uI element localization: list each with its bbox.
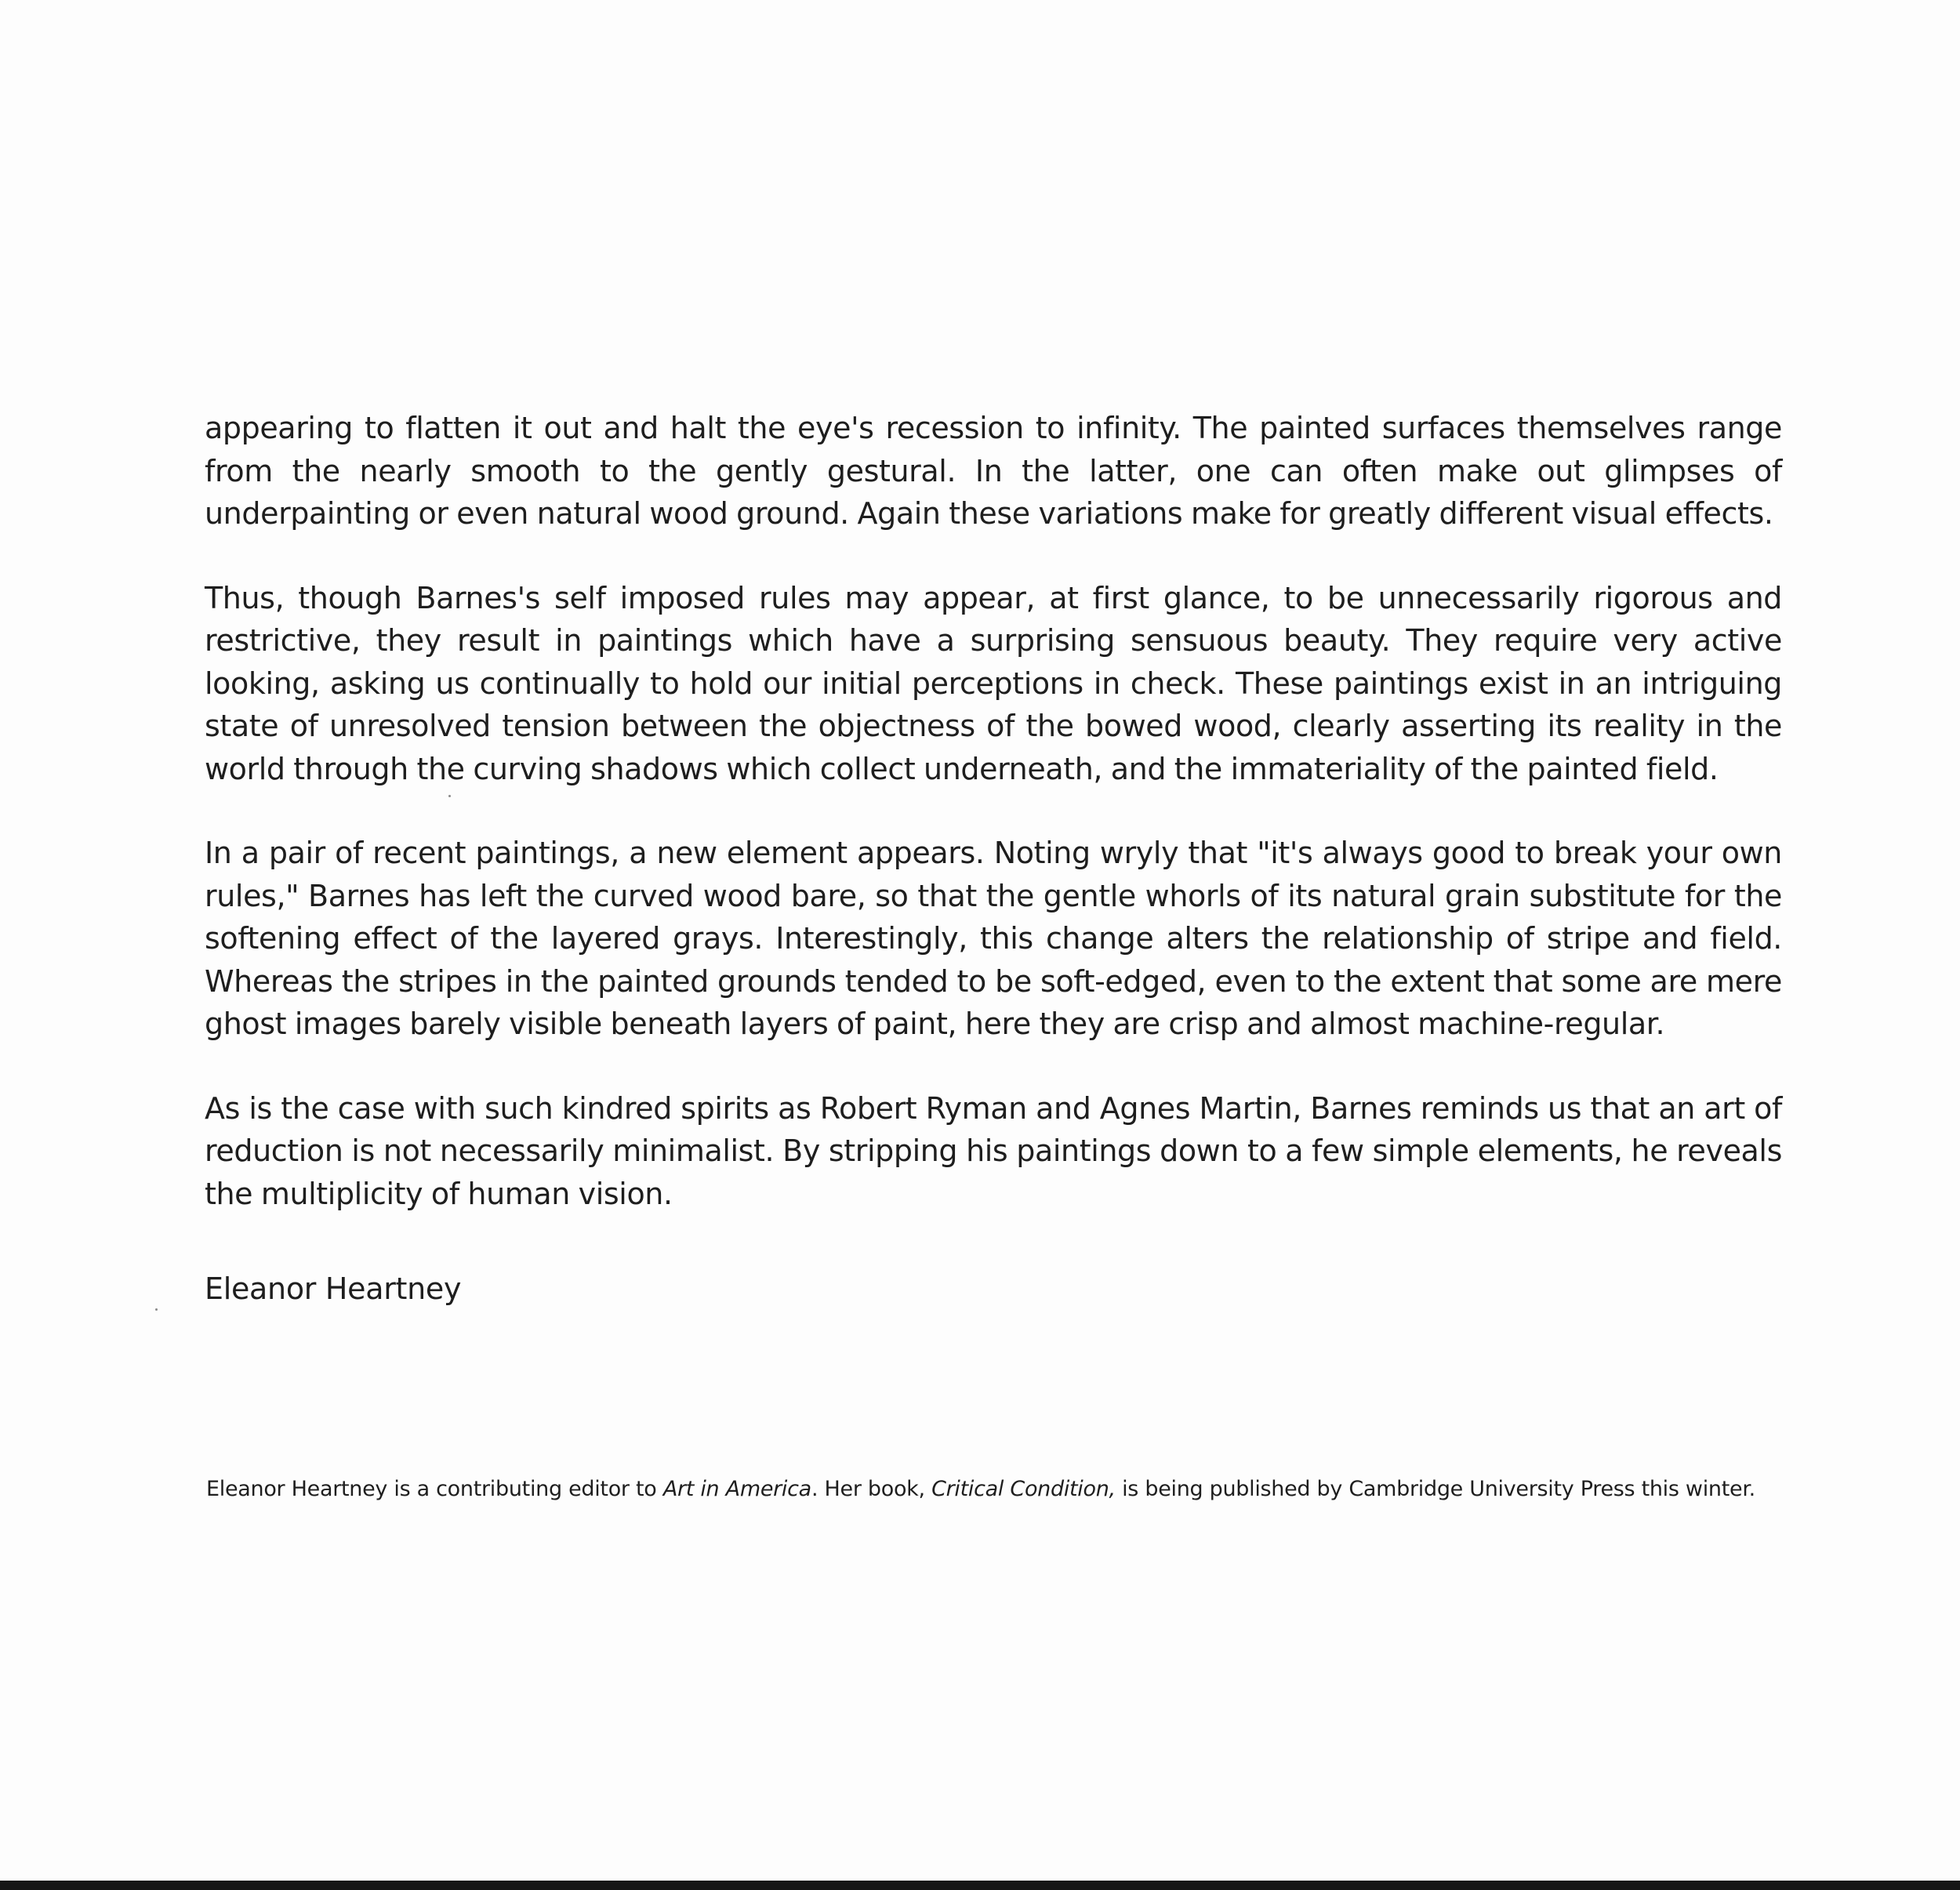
- essay-body: [205, 407, 1782, 1215]
- author-signature: Eleanor Heartney: [205, 1271, 462, 1306]
- scan-speck: [448, 795, 451, 797]
- bottom-page-edge: [0, 1881, 1960, 1890]
- essay-paragraph-4: As is the case with such kindred spirits as Robert Ryman and Agnes Martin, Barnes reminds us that an art of reduction is not necessarily minimalist. By stripping his paintings down to a few simple elements, he reveals the multiplicity of human vision.: [205, 1090, 1782, 1211]
- bio-text-part-3: is being published by Cambridge University Press this winter.: [1115, 1477, 1755, 1501]
- scan-speck: [155, 1308, 158, 1311]
- bio-text-part-2: . Her book,: [811, 1477, 932, 1501]
- essay-paragraph-2: Thus, though Barnes's self imposed rules may appear, at first glance, to be unnecessarily rigorous and restrictive, they result in paintings which have a surprising sensuous beauty. They require very active looking, asking us continually to hold our initial perceptions in check. These paintings exist in an intriguing state of unresolved tension between the objectness of the bowed wood, clearly asserting its reality in the world through the curving shadows which collect underneath, and the immateriality of the painted field.: [205, 580, 1782, 786]
- author-bio-note: [206, 1474, 1774, 1505]
- bio-book-title: Critical Condition,: [931, 1477, 1116, 1501]
- essay-paragraph-1: appearing to flatten it out and halt the eye's recession to infinity. The painted surfaces themselves range from the nearly smooth to the gently gestural. In the latter, one can often make out glimpses of underpainting or even natural wood ground. Again these variations make for greatly different visual effects.: [205, 411, 1782, 531]
- bio-magazine-title: Art in America: [662, 1477, 811, 1501]
- bio-text-part-1: Eleanor Heartney is a contributing editor to: [206, 1477, 663, 1501]
- essay-paragraph-3: In a pair of recent paintings, a new element appears. Noting wryly that "it's always good to break your own rules," Barnes has left the curved wood bare, so that the gentle whorls of its natural grain substitute for the softening effect of the layered grays. Interestingly, this change alters the relationship of stripe and field. Whereas the stripes in the painted grounds tended to be soft-edged, even to the extent that some are mere ghost images barely visible beneath layers of paint, here they are crisp and almost machine-regular.: [205, 836, 1782, 1041]
